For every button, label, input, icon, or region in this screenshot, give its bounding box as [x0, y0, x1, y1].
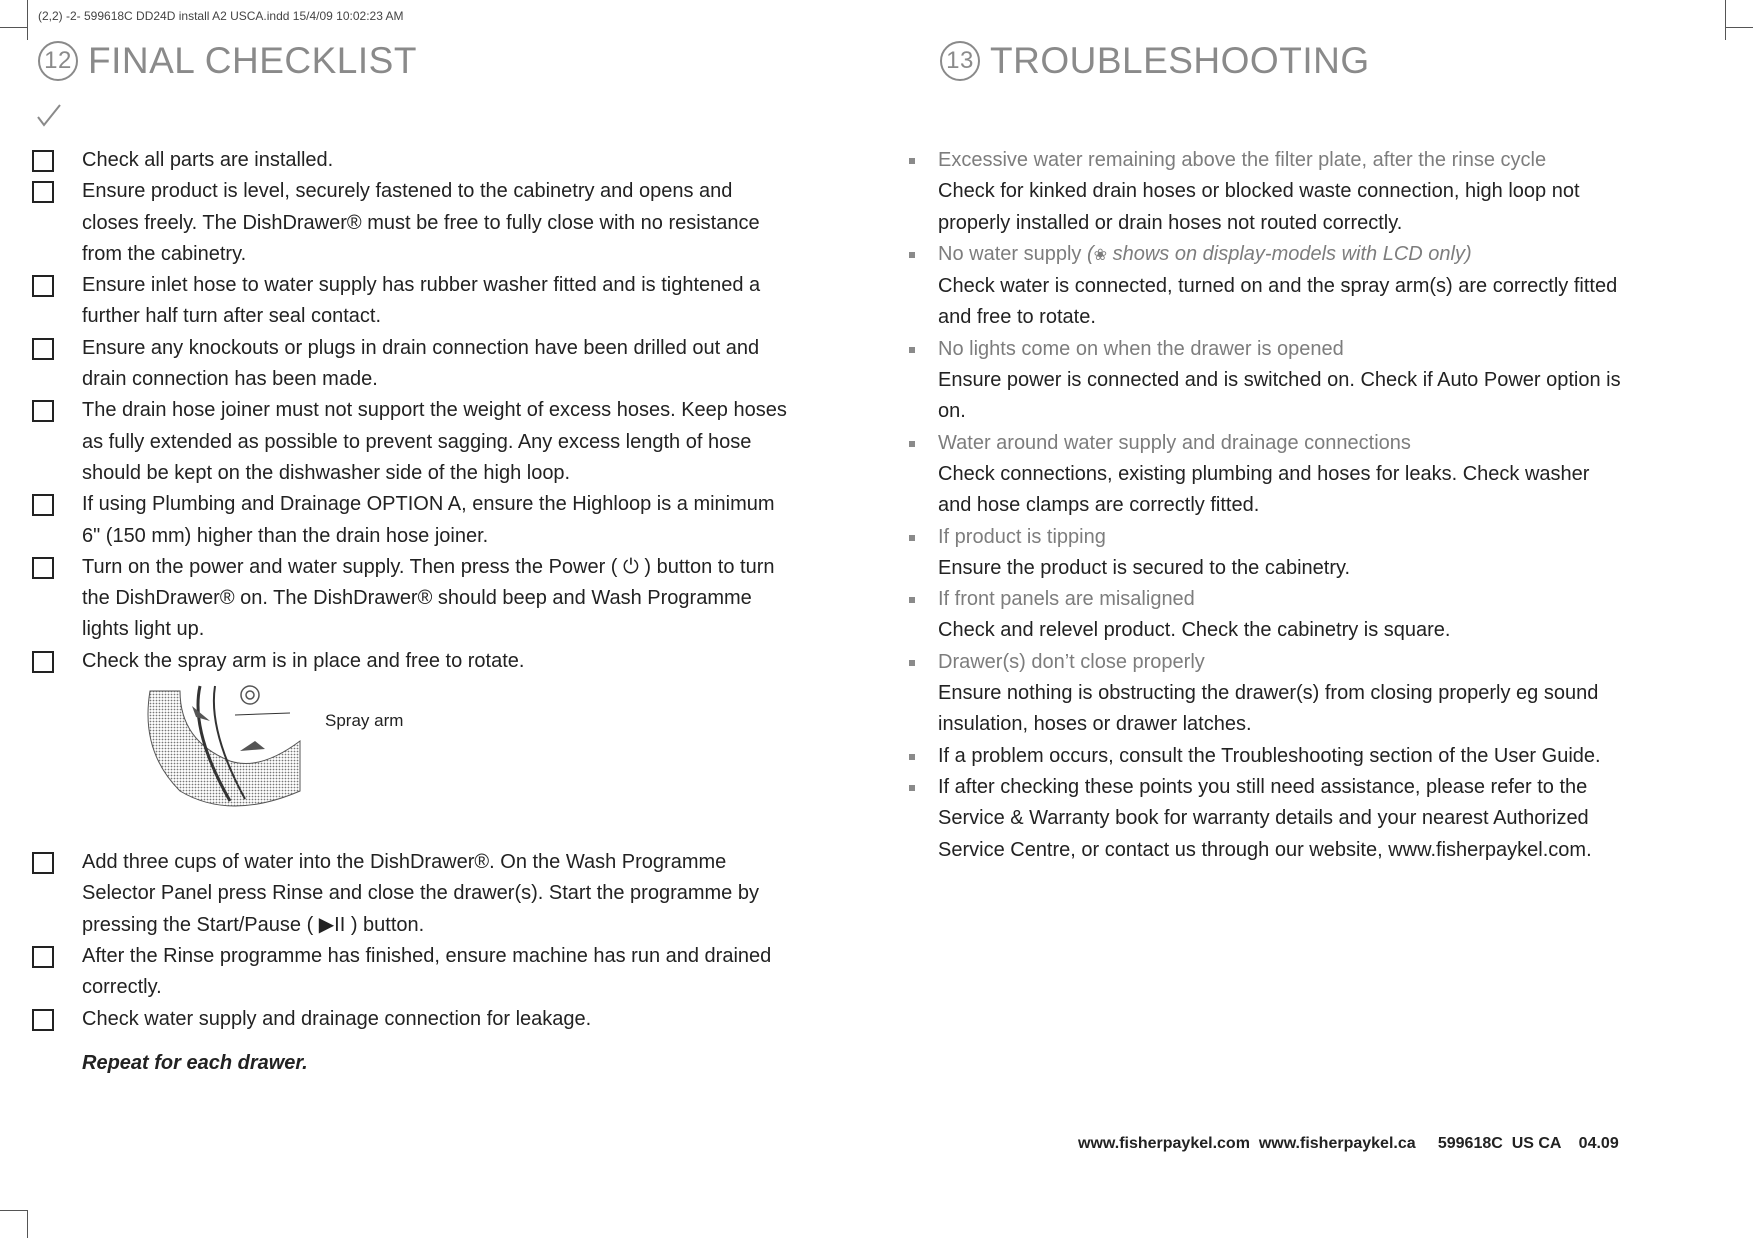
bullet-icon [909, 754, 915, 760]
checkbox[interactable] [32, 181, 54, 203]
section-title: FINAL CHECKLIST [88, 40, 417, 81]
checklist-item: Ensure any knockouts or plugs in drain connection have been drilled out and drain connection has been made. [30, 333, 790, 396]
problem-solution: Check water is connected, turned on and the spray arm(s) are correctly fitted and free to rotate. [938, 275, 1618, 329]
troubleshooting-item [906, 239, 1626, 334]
checkmark-icon [36, 103, 62, 129]
checklist-item: Add three cups of water into the DishDrawer®. On the Wash Programme Selector Panel press Rinse and close the drawer(s). Start the programme by pressing the Start/Pause ( ▶II ) button. [30, 847, 790, 941]
troubleshooting-item [906, 334, 1626, 428]
section-title: TROUBLESHOOTING [990, 40, 1370, 81]
checklist-item: Ensure product is level, securely fastened to the cabinetry and opens and closes freely. The DishDrawer® must be free to fully close with no resistance from the cabinetry. [30, 176, 790, 270]
checkbox[interactable] [32, 651, 54, 673]
checklist-item: The drain hose joiner must not support the weight of excess hoses. Keep hoses as fully extended as possible to prevent sagging. Any excess length of hose should be kept on the dishwasher side of the high loop. [30, 395, 790, 489]
problem-heading: Excessive water remaining above the filter plate, after the rinse cycle [938, 149, 1547, 171]
problem-heading: If product is tipping [938, 525, 1106, 548]
crop-mark-top-right-v [1725, 0, 1726, 40]
problem-solution: Check and relevel product. Check the cabinetry is square. [938, 619, 1451, 642]
checkbox[interactable] [32, 275, 54, 297]
spray-arm-illustration [140, 681, 310, 811]
section-number-badge: 13 [940, 41, 980, 81]
checkbox[interactable] [32, 150, 54, 172]
troubleshooting-list [906, 145, 1626, 866]
bullet-icon [909, 441, 915, 447]
lcd-note: (❀ shows on display-models with LCD only) [1086, 242, 1472, 265]
checkbox[interactable] [32, 557, 54, 579]
problem-solution: Ensure nothing is obstructing the drawer(s) from closing properly eg sound insulation, hoses or drawer latches. [938, 682, 1599, 736]
troubleshooting-item [906, 428, 1626, 522]
repeat-note: Repeat for each drawer. [82, 1052, 308, 1074]
checklist [30, 145, 790, 1035]
footer-website-ca: www.fisherpaykel.ca [1258, 1135, 1416, 1152]
lcd-symbol-icon: ❀ [1093, 246, 1108, 264]
print-slug: (2,2) -2- 599618C DD24D install A2 USCA.indd 15/4/09 10:02:23 AM [38, 9, 404, 23]
bullet-icon [909, 597, 915, 603]
checklist-item: Check the spray arm is in place and free to rotate. [30, 646, 790, 677]
problem-heading: If front panels are misaligned [938, 588, 1195, 611]
crop-mark-bottom-left-h [0, 1210, 27, 1211]
problem-solution: Ensure power is connected and is switched on. Check if Auto Power option is on. [938, 369, 1621, 423]
footer-date: 04.09 [1578, 1135, 1619, 1152]
bullet-icon [909, 660, 915, 666]
checkbox[interactable] [32, 400, 54, 422]
problem-heading: No lights come on when the drawer is opened [938, 337, 1344, 360]
checkbox[interactable] [32, 1009, 54, 1031]
crop-mark-bottom-left-v [27, 1210, 28, 1238]
checklist-item: Ensure inlet hose to water supply has rubber washer fitted and is tightened a further half turn after seal contact. [30, 270, 790, 333]
checklist-item: Turn on the power and water supply. Then press the Power ( ⏻ ) button to turn the DishDrawer® on. The DishDrawer® should beep and Wash Programme lights light up. [30, 552, 790, 646]
page-footer [1078, 1135, 1619, 1153]
checkbox[interactable] [32, 946, 54, 968]
problem-solution: Check for kinked drain hoses or blocked waste connection, high loop not properly installed or drain hoses not routed correctly. [938, 180, 1580, 234]
bullet-icon [909, 347, 915, 353]
problem-heading: No water supply (❀ shows on display-models with LCD only) [938, 242, 1472, 265]
footer-part-code: 599618C US CA [1437, 1135, 1561, 1152]
footer-website-us: www.fisherpaykel.com [1078, 1135, 1250, 1152]
spray-arm-figure-row [30, 681, 790, 839]
checklist-item: Check water supply and drainage connection for leakage. [30, 1004, 790, 1035]
final-checklist-heading [38, 40, 417, 82]
bullet-icon [909, 535, 915, 541]
troubleshooting-item [906, 647, 1626, 741]
checkbox[interactable] [32, 494, 54, 516]
troubleshooting-item [906, 145, 1626, 239]
troubleshooting-item [906, 584, 1626, 647]
checkbox[interactable] [32, 852, 54, 874]
general-advice: If after checking these points you still need assistance, please refer to the Service & Warranty book for warranty details and your nearest Authorized Service Centre, or contact us through our website, www.fisherpaykel.com. [938, 775, 1592, 861]
checklist-item: Check all parts are installed. [30, 145, 790, 176]
checkbox[interactable] [32, 338, 54, 360]
figure-label: Spray arm [325, 711, 404, 731]
troubleshooting-item [906, 741, 1626, 772]
troubleshooting-heading [940, 40, 1370, 82]
crop-mark-top-left-h [0, 27, 27, 28]
crop-mark-top-left-v [27, 0, 28, 40]
checklist-item: If using Plumbing and Drainage OPTION A, ensure the Highloop is a minimum 6" (150 mm) higher than the drain hose joiner. [30, 489, 790, 552]
checklist-item: After the Rinse programme has finished, ensure machine has run and drained correctly. [30, 941, 790, 1004]
bullet-icon [909, 252, 915, 258]
problem-solution: Ensure the product is secured to the cabinetry. [938, 556, 1351, 579]
section-number-badge: 12 [38, 41, 78, 81]
problem-heading: Drawer(s) don’t close properly [938, 650, 1205, 673]
problem-solution: Check connections, existing plumbing and hoses for leaks. Check washer and hose clamps are correctly fitted. [938, 462, 1590, 517]
bullet-icon [909, 785, 915, 791]
problem-heading: Water around water supply and drainage connections [938, 431, 1411, 454]
general-advice: If a problem occurs, consult the Troubleshooting section of the User Guide. [938, 744, 1601, 767]
spray-arm-figure [110, 681, 790, 839]
bullet-icon [909, 158, 915, 164]
crop-mark-top-right-h [1726, 27, 1753, 28]
troubleshooting-item [906, 772, 1626, 866]
troubleshooting-item [906, 522, 1626, 585]
